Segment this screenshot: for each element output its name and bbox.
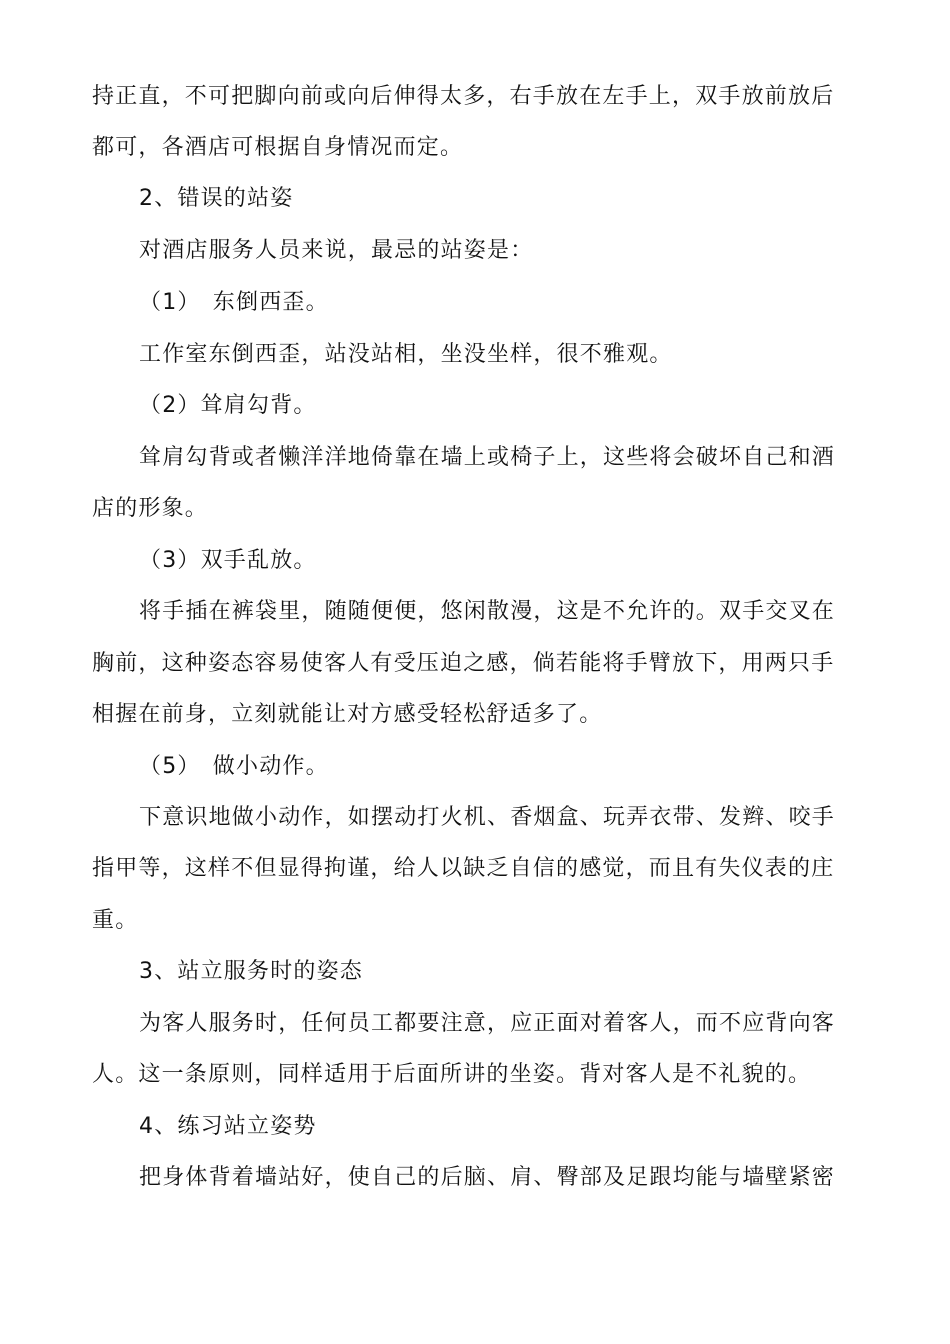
list-heading: （2）耸肩勾背。 (139, 393, 317, 418)
text-line: 将手插在裤袋里，随随便便，悠闲散漫，这是不允许的。双手交叉在 (139, 599, 836, 624)
text-line: 重。 (92, 908, 139, 933)
text-line: 指甲等，这样不但显得拘谨，给人以缺乏自信的感觉，而且有失仪表的庄 (92, 856, 835, 881)
text-line: 工作室东倒西歪，站没站相，坐没坐样，很不雅观。 (139, 342, 673, 367)
section-heading: 4、练习站立姿势 (139, 1114, 317, 1139)
list-heading: （3）双手乱放。 (139, 548, 317, 573)
section-heading: 3、站立服务时的姿态 (139, 959, 363, 984)
text-line: 相握在前身，立刻就能让对方感受轻松舒适多了。 (92, 702, 603, 727)
list-heading: （5） 做小动作。 (139, 754, 329, 779)
text-line: 下意识地做小动作，如摆动打火机、香烟盒、玩弄衣带、发辫、咬手 (139, 805, 836, 830)
text-line: 持正直，不可把脚向前或向后伸得太多，右手放在左手上，双手放前放后 (92, 84, 835, 109)
text-line: 把身体背着墙站好，使自己的后脑、肩、臀部及足跟均能与墙壁紧密 (139, 1165, 836, 1190)
text-line: 耸肩勾背或者懒洋洋地倚靠在墙上或椅子上，这些将会破坏自己和酒 (139, 445, 836, 470)
text-line: 胸前，这种姿态容易使客人有受压迫之感，倘若能将手臂放下，用两只手 (92, 651, 835, 676)
section-heading: 2、错误的站姿 (139, 186, 294, 211)
text-line: 为客人服务时，任何员工都要注意，应正面对着客人，而不应背向客 (139, 1011, 836, 1036)
text-line: 都可，各酒店可根据自身情况而定。 (92, 135, 464, 160)
text-line: 店的形象。 (92, 496, 209, 521)
list-heading: （1） 东倒西歪。 (139, 290, 329, 315)
text-line: 对酒店服务人员来说，最忌的站姿是： (139, 238, 534, 263)
text-line: 人。这一条原则，同样适用于后面所讲的坐姿。背对客人是不礼貌的。 (92, 1062, 812, 1087)
